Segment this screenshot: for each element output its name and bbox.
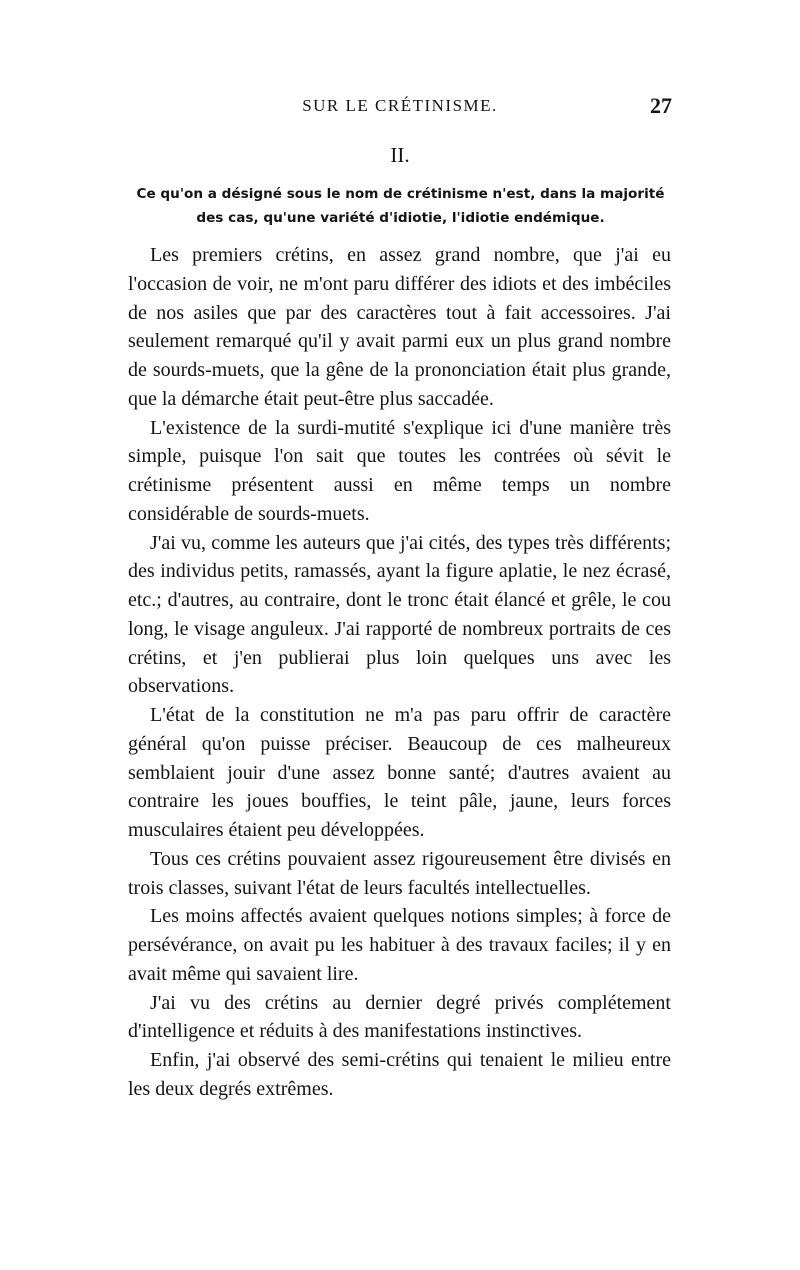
paragraph: J'ai vu, comme les auteurs que j'ai cités, des types très différents; des individus petits, ramassés, ayant la figure aplatie, le nez écrasé, etc.; d'autres, au contraire, dont le tronc était élancé et grêle, le cou long, le visage anguleux. J'ai rapporté de nombreux portraits de ces crétins, et j'en publierai plus loin quelques uns avec les observations.: [128, 531, 671, 698]
running-head: [130, 93, 672, 122]
paragraph: J'ai vu des crétins au dernier degré privés complétement d'intelligence et réduits à des manifestations instinctives.: [128, 991, 671, 1043]
paragraph: L'existence de la surdi-mutité s'explique ici d'une manière très simple, puisque l'on sait que toutes les contrées où sévit le crétinisme présentent aussi en même temps un nombre considérable de sourds-muets.: [128, 416, 671, 525]
paragraph: Les moins affectés avaient quelques notions simples; à force de persévérance, on avait pu les habituer à des travaux faciles; il y en avait même qui savaient lire.: [128, 905, 671, 985]
section-number: II.: [390, 143, 410, 167]
page-number: 27: [650, 93, 672, 118]
section-summary: Ce qu'on a désigné sous le nom de crétinisme n'est, dans la majorité des cas, qu'une variété d'idiotie, l'idiotie endémique.: [136, 186, 665, 226]
paragraph: L'état de la constitution ne m'a pas paru offrir de caractère général qu'on puisse préciser. Beaucoup de ces malheureux semblaient jouir d'une assez bonne santé; d'autres avaient au contraire les joues bouffies, le teint pâle, jaune, leurs forces musculaires étaient peu développées.: [128, 704, 671, 841]
paragraph: Les premiers crétins, en assez grand nombre, que j'ai eu l'occasion de voir, ne m'ont paru différer des idiots et des imbéciles de nos asiles que par des caractères tout à fait accessoires. J'ai seulement remarqué qu'il y avait parmi eux un plus grand nombre de sourds-muets, que la gêne de la prononciation était plus grande, que la démarche était peut-être plus saccadée.: [128, 244, 671, 410]
body-text: [128, 241, 671, 1104]
running-title: SUR LE CRÉTINISME.: [302, 96, 498, 115]
paragraph: Enfin, j'ai observé des semi-crétins qui tenaient le milieu entre les deux degrés extrêmes.: [128, 1049, 671, 1100]
paragraph: Tous ces crétins pouvaient assez rigoureusement être divisés en trois classes, suivant l'état de leurs facultés intellectuelles.: [128, 847, 671, 899]
